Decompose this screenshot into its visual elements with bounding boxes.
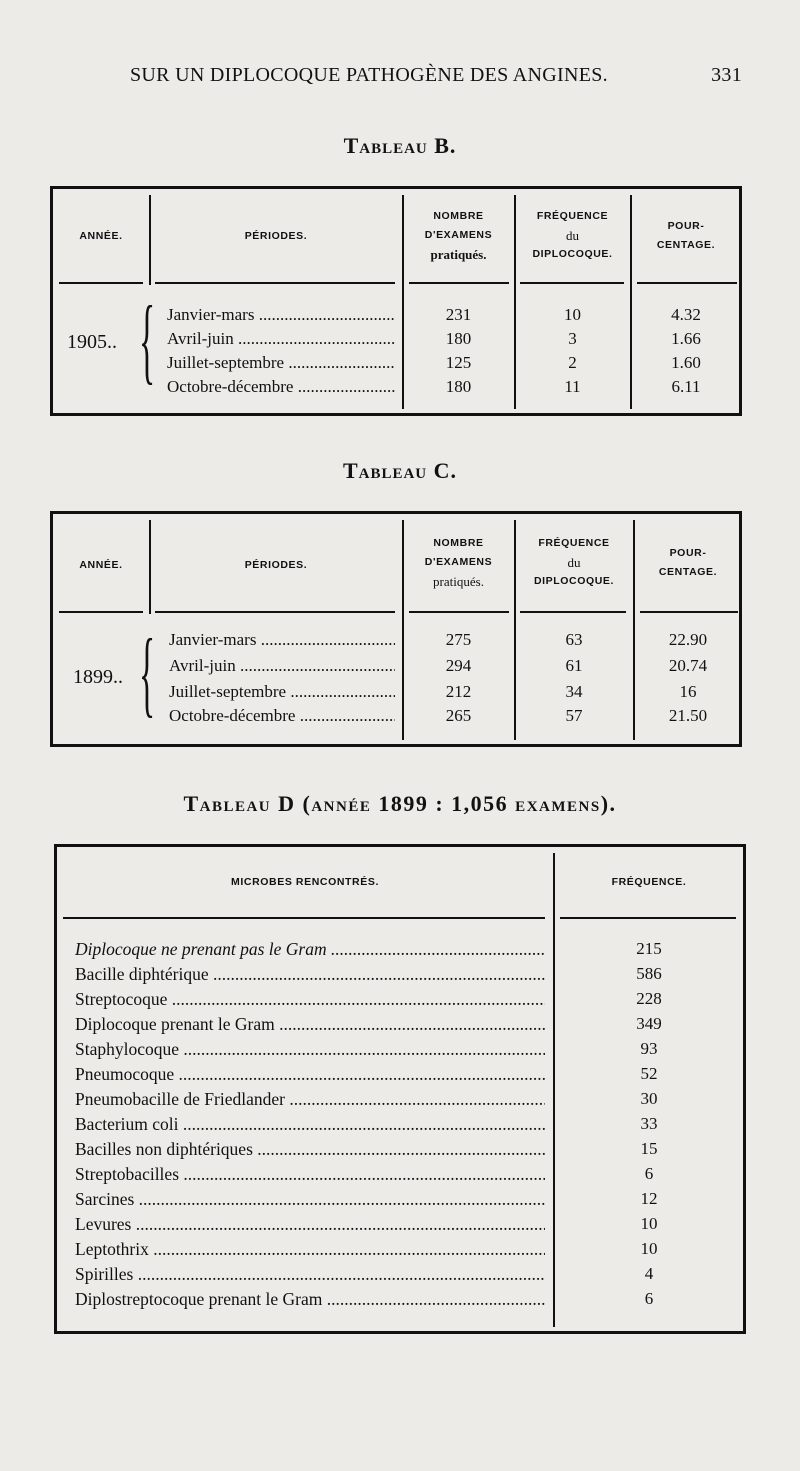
header-pourcentage-line1: POUR- bbox=[669, 547, 707, 559]
table-c bbox=[50, 511, 742, 747]
row-microbe: Bacilles non diphtériques ..... bbox=[75, 1137, 545, 1162]
header-microbes: MICROBES RENCONTRÉS. bbox=[231, 876, 379, 888]
header-frequence bbox=[515, 534, 633, 591]
header-frequence-line3: DIPLOCOQUE. bbox=[532, 248, 613, 260]
row-frequence: 57 bbox=[565, 706, 583, 725]
row-pourcentage: 20.74 bbox=[668, 656, 708, 675]
row-frequence: 10 bbox=[640, 1239, 658, 1258]
table-c-rule bbox=[155, 611, 395, 613]
row-nombre: 265 bbox=[445, 706, 472, 725]
header-frequence-line1: FRÉQUENCE bbox=[536, 210, 609, 222]
row-microbe: Levures ..... bbox=[75, 1212, 545, 1237]
row-frequence: 63 bbox=[565, 630, 583, 649]
row-pourcentage: 21.50 bbox=[668, 706, 708, 725]
row-periode: Juillet-septembre ..... bbox=[169, 680, 395, 704]
table-c-rule bbox=[520, 611, 626, 613]
header-frequence bbox=[515, 207, 630, 264]
row-microbe: Streptocoque ..... bbox=[75, 987, 545, 1012]
row-frequence: 6 bbox=[644, 1164, 654, 1183]
row-periode: Octobre-décembre ..... bbox=[169, 704, 395, 728]
header-frequence-line2: du bbox=[567, 555, 581, 570]
row-pourcentage: 4.32 bbox=[671, 305, 701, 324]
header-nombre-line2: D'EXAMENS bbox=[424, 229, 493, 241]
row-frequence: 228 bbox=[636, 989, 662, 1008]
row-nombre: 294 bbox=[445, 656, 472, 675]
table-b bbox=[50, 186, 742, 416]
row-microbe: Sarcines ..... bbox=[75, 1187, 545, 1212]
row-periode: Juillet-septembre ..... bbox=[167, 351, 395, 375]
table-d bbox=[54, 844, 746, 1334]
header-nombre-line3: pratiqués. bbox=[433, 574, 484, 589]
year-label: 1899.. bbox=[73, 666, 123, 688]
row-frequence: 10 bbox=[640, 1214, 658, 1233]
header-pourcentage-line2: CENTAGE. bbox=[658, 566, 718, 578]
header-nombre-line2: D'EXAMENS bbox=[424, 556, 493, 568]
header-periodes: PÉRIODES. bbox=[244, 559, 308, 571]
row-frequence: 215 bbox=[636, 939, 662, 958]
row-pourcentage: 1.66 bbox=[671, 329, 701, 348]
header-nombre-line1: NOMBRE bbox=[433, 210, 484, 222]
row-frequence: 6 bbox=[644, 1289, 654, 1308]
header-periodes: PÉRIODES. bbox=[244, 230, 308, 242]
row-nombre: 125 bbox=[445, 353, 472, 372]
year-label: 1905.. bbox=[67, 331, 117, 353]
row-periode: Octobre-décembre ..... bbox=[167, 375, 395, 399]
row-microbe: Diplocoque prenant le Gram ..... bbox=[75, 1012, 545, 1037]
row-frequence: 30 bbox=[640, 1089, 658, 1108]
table-d-rule bbox=[63, 917, 545, 919]
table-c-rule bbox=[640, 611, 738, 613]
row-nombre: 180 bbox=[445, 329, 472, 348]
header-frequence-line2: du bbox=[566, 228, 579, 243]
header-annee: ANNÉE. bbox=[79, 230, 123, 242]
row-microbe: Streptobacilles ..... bbox=[75, 1162, 545, 1187]
row-microbe: Pneumocoque ..... bbox=[75, 1062, 545, 1087]
running-title: SUR UN DIPLOCOQUE PATHOGÈNE DES ANGINES. bbox=[130, 64, 608, 86]
row-microbe: Bacille diphtérique ..... bbox=[75, 962, 545, 987]
table-b-rule bbox=[59, 282, 143, 284]
row-frequence: 349 bbox=[636, 1014, 662, 1033]
row-pourcentage: 6.11 bbox=[671, 377, 701, 396]
row-microbe: Diplostreptocoque prenant le Gram ..... bbox=[75, 1287, 545, 1312]
table-b-caption: Tableau B. bbox=[343, 133, 457, 158]
row-frequence: 15 bbox=[640, 1139, 658, 1158]
row-nombre: 180 bbox=[445, 377, 472, 396]
row-pourcentage: 16 bbox=[679, 682, 697, 701]
table-d-caption: Tableau D (année 1899 : 1,056 examens). bbox=[183, 791, 617, 816]
header-pourcentage-line2: CENTAGE. bbox=[656, 239, 716, 251]
row-frequence: 10 bbox=[564, 305, 581, 324]
row-pourcentage: 1.60 bbox=[671, 353, 701, 372]
row-nombre: 275 bbox=[445, 630, 472, 649]
table-c-rule bbox=[409, 611, 509, 613]
table-b-rule bbox=[520, 282, 624, 284]
row-frequence: 11 bbox=[564, 377, 581, 396]
table-c-caption: Tableau C. bbox=[342, 458, 458, 483]
header-frequence: FRÉQUENCE. bbox=[611, 876, 687, 888]
row-frequence: 61 bbox=[565, 656, 583, 675]
page-number: 331 bbox=[711, 64, 742, 86]
row-pourcentage: 22.90 bbox=[668, 630, 708, 649]
row-frequence: 52 bbox=[640, 1064, 658, 1083]
header-frequence-line1: FRÉQUENCE bbox=[538, 537, 610, 549]
header-nombre-line3: pratiqués. bbox=[430, 247, 487, 262]
row-periode: Janvier-mars ..... bbox=[169, 628, 395, 652]
row-periode: Avril-juin ..... bbox=[167, 327, 395, 351]
row-microbe: Pneumobacille de Friedlander ..... bbox=[75, 1087, 545, 1112]
row-periode: Avril-juin ..... bbox=[169, 654, 395, 678]
table-b-rule bbox=[409, 282, 509, 284]
header-nombre bbox=[403, 207, 514, 264]
row-microbe: Leptothrix ..... bbox=[75, 1237, 545, 1262]
header-pourcentage bbox=[634, 544, 742, 582]
header-pourcentage bbox=[631, 217, 741, 255]
row-frequence: 586 bbox=[636, 964, 662, 983]
table-c-rule bbox=[59, 611, 143, 613]
header-frequence-line3: DIPLOCOQUE. bbox=[533, 575, 615, 587]
row-frequence: 33 bbox=[640, 1114, 658, 1133]
header-annee: ANNÉE. bbox=[79, 559, 123, 571]
brace-glyph: { bbox=[139, 286, 156, 393]
row-nombre: 212 bbox=[445, 682, 472, 701]
row-nombre: 231 bbox=[445, 305, 472, 324]
table-d-rule bbox=[560, 917, 736, 919]
table-b-rule bbox=[637, 282, 737, 284]
row-microbe: Diplocoque ne prenant pas le Gram ..... bbox=[75, 937, 545, 962]
brace-glyph: { bbox=[139, 619, 156, 726]
row-microbe: Staphylocoque ..... bbox=[75, 1037, 545, 1062]
header-nombre bbox=[403, 534, 514, 591]
row-periode: Janvier-mars ..... bbox=[167, 303, 395, 327]
header-nombre-line1: NOMBRE bbox=[433, 537, 484, 549]
row-frequence: 34 bbox=[565, 682, 583, 701]
row-microbe: Bacterium coli ..... bbox=[75, 1112, 545, 1137]
table-b-rule bbox=[155, 282, 395, 284]
header-pourcentage-line1: POUR- bbox=[667, 220, 705, 232]
row-frequence: 12 bbox=[640, 1189, 658, 1208]
row-frequence: 3 bbox=[568, 329, 577, 348]
row-frequence: 93 bbox=[640, 1039, 658, 1058]
row-frequence: 2 bbox=[568, 353, 577, 372]
row-microbe: Spirilles ..... bbox=[75, 1262, 545, 1287]
row-frequence: 4 bbox=[644, 1264, 654, 1283]
